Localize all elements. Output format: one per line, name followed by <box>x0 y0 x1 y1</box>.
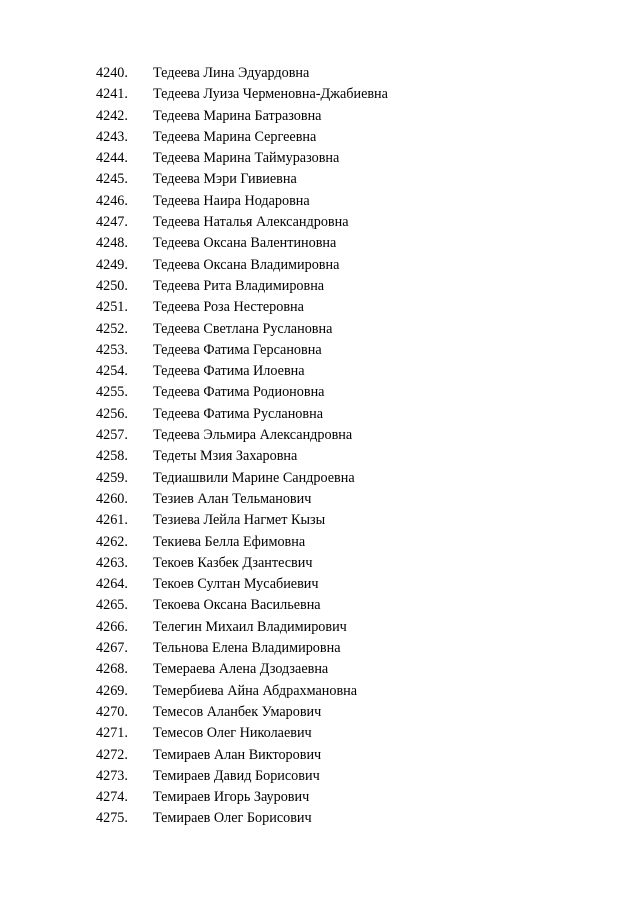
entry-name: Текоев Казбек Дзантесвич <box>153 554 313 571</box>
list-item <box>0 404 640 425</box>
entry-name: Тельнова Елена Владимировна <box>153 640 341 657</box>
entry-name: Текоев Султан Мусабиевич <box>153 576 319 593</box>
list-item <box>0 84 640 105</box>
entry-number: 4241. <box>96 86 128 103</box>
list-item <box>0 127 640 148</box>
entry-number: 4271. <box>96 725 128 742</box>
entry-number: 4252. <box>96 320 128 337</box>
entry-number: 4263. <box>96 554 128 571</box>
list-item <box>0 276 640 297</box>
entry-number: 4272. <box>96 746 128 763</box>
entry-name: Тедеева Наира Нодаровна <box>153 192 310 209</box>
list-item <box>0 553 640 574</box>
list-item <box>0 297 640 318</box>
list-item <box>0 148 640 169</box>
list-item <box>0 723 640 744</box>
list-item <box>0 191 640 212</box>
list-item <box>0 255 640 276</box>
list-item <box>0 382 640 403</box>
list-item <box>0 745 640 766</box>
entry-name: Тезиева Лейла Нагмет Кызы <box>153 512 326 529</box>
entry-number: 4273. <box>96 767 128 784</box>
entry-name: Темираев Алан Викторович <box>153 746 322 763</box>
entry-name: Тедеева Оксана Владимировна <box>153 256 340 273</box>
entry-number: 4264. <box>96 576 128 593</box>
entry-name: Текоева Оксана Васильевна <box>153 597 321 614</box>
entry-name: Тедеева Рита Владимировна <box>153 277 325 294</box>
entry-name: Тедеева Фатима Илоевна <box>153 363 305 380</box>
entry-number: 4257. <box>96 427 128 444</box>
entry-name: Темираев Олег Борисович <box>153 810 312 827</box>
list-item <box>0 63 640 84</box>
entry-name: Тедеева Оксана Валентиновна <box>153 235 337 252</box>
entry-number: 4265. <box>96 597 128 614</box>
list-item <box>0 532 640 553</box>
entry-name: Тедеева Фатима Герсановна <box>153 341 322 358</box>
entry-name: Тедеева Светлана Руслановна <box>153 320 333 337</box>
list-item <box>0 233 640 254</box>
entry-name: Тедеева Наталья Александровна <box>153 214 349 231</box>
list-item <box>0 106 640 127</box>
list-item <box>0 425 640 446</box>
entry-name: Тедеева Эльмира Александровна <box>153 427 353 444</box>
entry-number: 4249. <box>96 256 128 273</box>
entry-name: Темесов Аланбек Умарович <box>153 703 322 720</box>
list-item <box>0 468 640 489</box>
list-item <box>0 574 640 595</box>
entry-name: Темираев Игорь Заурович <box>153 789 310 806</box>
entry-number: 4242. <box>96 107 128 124</box>
entry-number: 4245. <box>96 171 128 188</box>
list-item <box>0 169 640 190</box>
entry-number: 4258. <box>96 448 128 465</box>
name-list <box>0 63 640 830</box>
list-item <box>0 681 640 702</box>
entry-number: 4260. <box>96 490 128 507</box>
entry-name: Тедеева Лина Эдуардовна <box>153 65 310 81</box>
entry-name: Тедеева Фатима Родионовна <box>153 384 325 401</box>
list-item <box>0 446 640 467</box>
entry-name: Тедеты Мзия Захаровна <box>153 448 298 465</box>
entry-name: Тедеева Марина Таймуразовна <box>153 150 340 167</box>
list-item <box>0 595 640 616</box>
entry-name: Темираев Давид Борисович <box>153 767 320 784</box>
entry-number: 4251. <box>96 299 128 316</box>
entry-name: Тедеева Роза Нестеровна <box>153 299 304 316</box>
entry-number: 4266. <box>96 618 128 635</box>
list-item <box>0 702 640 723</box>
entry-name: Тезиев Алан Тельманович <box>153 490 312 507</box>
entry-number: 4259. <box>96 469 128 486</box>
entry-number: 4246. <box>96 192 128 209</box>
entry-name: Тедиашвили Марине Сандроевна <box>153 469 355 486</box>
entry-name: Тедеева Марина Батразовна <box>153 107 322 124</box>
entry-number: 4244. <box>96 150 128 167</box>
list-item <box>0 659 640 680</box>
list-item <box>0 361 640 382</box>
list-item <box>0 787 640 808</box>
entry-number: 4247. <box>96 214 128 231</box>
list-item <box>0 510 640 531</box>
entry-name: Тедеева Мэри Гивиевна <box>153 171 297 188</box>
entry-name: Текиева Белла Ефимовна <box>153 533 306 550</box>
entry-name: Темесов Олег Николаевич <box>153 725 312 742</box>
entry-number: 4250. <box>96 277 128 294</box>
entry-name: Телегин Михаил Владимирович <box>153 618 347 635</box>
entry-number: 4256. <box>96 405 128 422</box>
entry-number: 4248. <box>96 235 128 252</box>
list-item <box>0 319 640 340</box>
list-item <box>0 489 640 510</box>
entry-number: 4240. <box>96 65 128 81</box>
entry-number: 4270. <box>96 703 128 720</box>
list-item <box>0 808 640 829</box>
entry-number: 4261. <box>96 512 128 529</box>
entry-name: Тедеева Марина Сергеевна <box>153 128 317 145</box>
entry-number: 4274. <box>96 789 128 806</box>
list-item <box>0 638 640 659</box>
entry-number: 4243. <box>96 128 128 145</box>
entry-number: 4267. <box>96 640 128 657</box>
entry-name: Темераева Алена Дзодзаевна <box>153 661 329 678</box>
entry-number: 4268. <box>96 661 128 678</box>
list-item <box>0 617 640 638</box>
entry-number: 4275. <box>96 810 128 827</box>
entry-number: 4262. <box>96 533 128 550</box>
list-item <box>0 766 640 787</box>
entry-number: 4254. <box>96 363 128 380</box>
list-item <box>0 212 640 233</box>
entry-name: Тедеева Луиза Черменовна-Джабиевна <box>153 86 388 103</box>
entry-number: 4255. <box>96 384 128 401</box>
entry-number: 4253. <box>96 341 128 358</box>
list-item <box>0 340 640 361</box>
entry-number: 4269. <box>96 682 128 699</box>
entry-name: Тедеева Фатима Руслановна <box>153 405 323 422</box>
entry-name: Темербиева Айна Абдрахмановна <box>153 682 358 699</box>
